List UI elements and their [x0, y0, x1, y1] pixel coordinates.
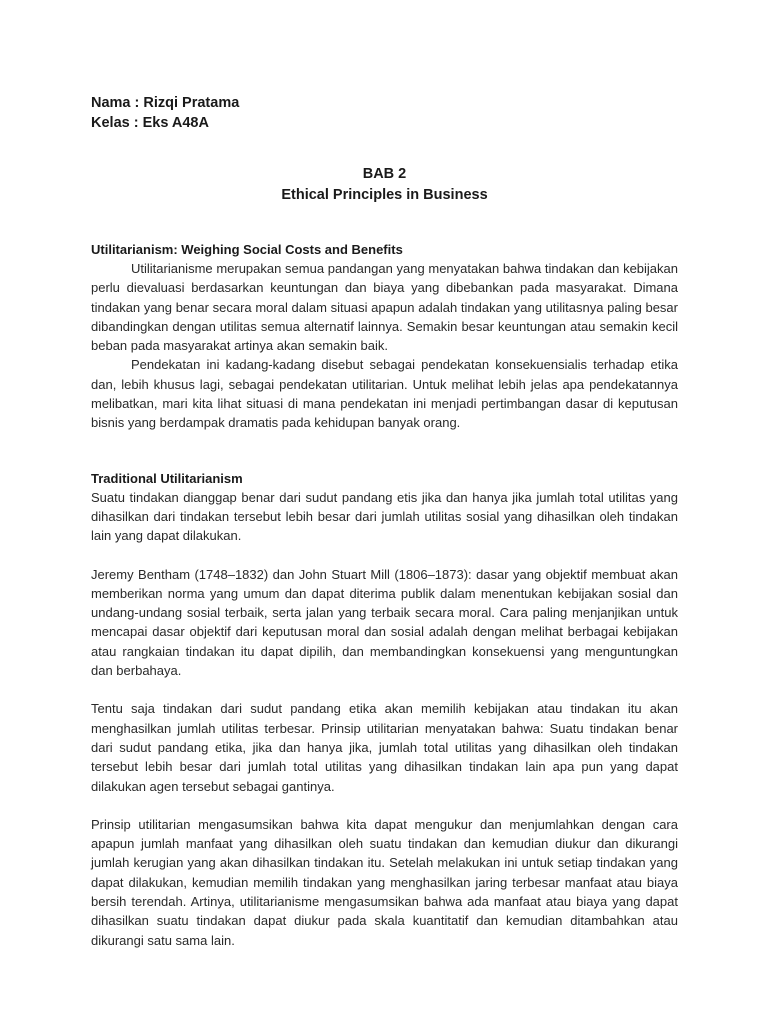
section-traditional-utilitarianism — [91, 469, 678, 950]
paragraph: Jeremy Bentham (1748–1832) dan John Stuart Mill (1806–1873): dasar yang objektif membuat akan memberikan norma yang umum dan dapat diterima publik dalam menentukan kebijakan sosial dan undang-undang sosial terbaik, serta jalan yang terbaik secara moral. Cara paling menjanjikan untuk mencapai dasar objektif dari keputusan moral dan sosial adalah dengan melihat berbagai kebijakan atau rangkaian tindakan itu dapat dipilih, dan membandingkan konsekuensi yang menguntungkan dan berbahaya. — [91, 566, 678, 679]
paragraph: Tentu saja tindakan dari sudut pandang etika akan memilih kebijakan atau tindakan itu akan menghasilkan jumlah utilitas terbesar. Prinsip utilitarian menyatakan bahwa: Suatu tindakan benar dari sudut pandang etika, jika dan hanya jika, jumlah total utilitas yang dihasilkan oleh tindakan tersebut lebih besar dari jumlah total utilitas yang dihasilkan tindakan lain apa pun yang dapat dilakukan agen tersebut sebagai gantinya. — [91, 701, 678, 794]
student-class: Kelas : Eks A48A — [91, 115, 209, 131]
document-page — [91, 93, 678, 950]
section-utilitarianism — [91, 240, 678, 433]
student-name: Nama : Rizqi Pratama — [91, 95, 240, 111]
section-heading: Traditional Utilitarianism — [91, 470, 243, 486]
paragraph: Prinsip utilitarian mengasumsikan bahwa kita dapat mengukur dan menjumlahkan dengan cara apapun jumlah manfaat yang dihasilkan oleh suatu tindakan dan kemudian diukur dan dikurangi jumlah kerugian yang akan dihasilkan tindakan itu. Setelah melakukan ini untuk setiap tindakan yang dapat dilakukan, kemudian memilih tindakan yang menghasilkan jaring terbesar manfaat atau biaya bersih terendah. Artinya, utilitarianisme mengasumsikan bahwa ada manfaat atau biaya yang dapat dihasilkan suatu tindakan dapat diukur pada skala kuantitatif dan kemudian ditambahkan atau dikurangi satu sama lain. — [91, 816, 678, 948]
paragraph: Utilitarianisme merupakan semua pandangan yang menyatakan bahwa tindakan dan kebijakan perlu dievaluasi berdasarkan keuntungan dan biaya yang dibebankan pada masyarakat. Dimana tindakan yang benar secara moral dalam situasi apapun adalah tindakan yang utilitasnya paling besar dibandingkan dengan utilitas semua alternatif lainnya. Semakin besar keuntungan atau semakin kecil beban pada masyarakat artinya akan semakin baik. — [91, 261, 678, 354]
section-heading: Utilitarianism: Weighing Social Costs and Benefits — [91, 242, 403, 257]
chapter-number: BAB 2 — [362, 166, 407, 182]
paragraph: Pendekatan ini kadang-kadang disebut sebagai pendekatan konsekuensialis terhadap etika dan, lebih khusus lagi, sebagai pendekatan utilitarian. Untuk melihat lebih jelas apa pendekatannya melibatkan, mari kita lihat situasi di mana pendekatan ini menjadi pertimbangan dasar di keputusan bisnis yang berdampak dramatis pada kehidupan banyak orang. — [91, 357, 678, 431]
chapter-title: Ethical Principles in Business — [281, 187, 488, 203]
paragraph: Suatu tindakan dianggap benar dari sudut pandang etis jika dan hanya jika jumlah total utilitas yang dihasilkan dari tindakan tersebut lebih besar dari jumlah utilitas sosial yang dihasilkan oleh tindakan lain yang dapat dilakukan. — [91, 489, 678, 544]
chapter-heading — [91, 164, 678, 206]
